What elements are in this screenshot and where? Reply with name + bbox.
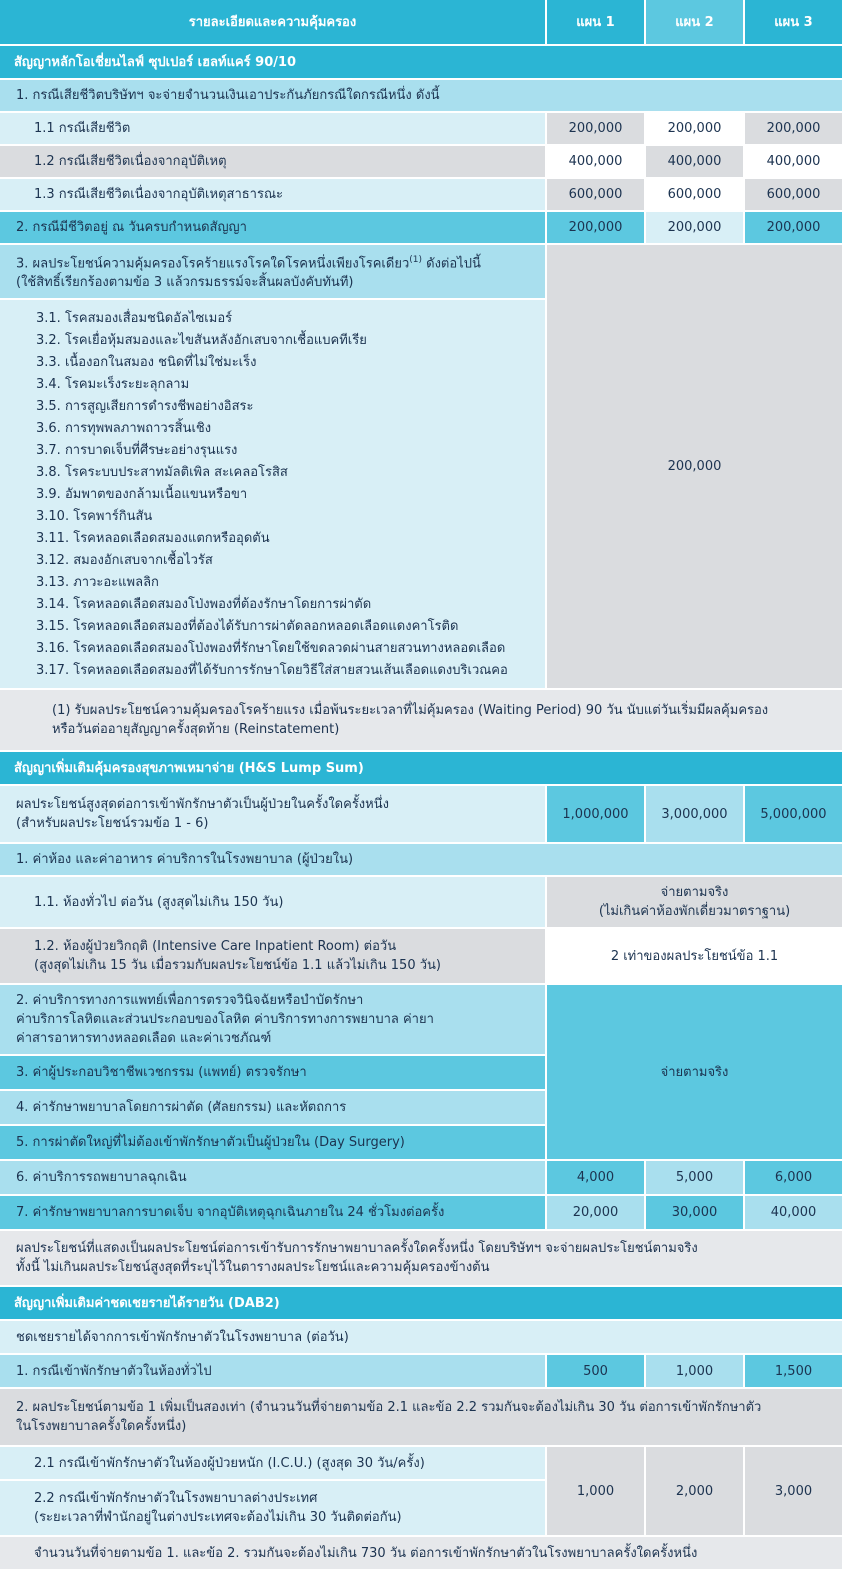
footnote-line: ทั้งนี้ ไม่เกินผลประโยชน์สูงสุดที่ระบุไว้ในตารางผลประโยชน์และความคุ้มครองข้างต้น	[16, 1260, 490, 1276]
value-text: (ไม่เกินค่าห้องพักเดี่ยวมาตราฐาน)	[598, 904, 791, 920]
list-item: 3.6. การทุพพลภาพถาวรสิ้นเชิง	[36, 421, 212, 437]
list-item: 3.10. โรคพาร์กินสัน	[36, 509, 153, 525]
row-label: 1.2 กรณีเสียชีวิตเนื่องจากอุบัติเหตุ	[0, 146, 545, 179]
value-plan-3: 1,500	[743, 1355, 842, 1389]
list-item: 3.14. โรคหลอดเลือดสมองโป่งพองที่ต้องรักษาโดยการผ่าตัด	[36, 597, 372, 613]
table-row	[0, 1196, 842, 1231]
row-label: 7. ค่ารักษาพยาบาลการบาดเจ็บ จากอุบัติเหตุฉุกเฉินภายใน 24 ชั่วโมงต่อครั้ง	[0, 1196, 545, 1231]
row-label	[0, 1481, 545, 1537]
label-text: 2. ผลประโยชน์ตามข้อ 1 เพิ่มเป็นสองเท่า (จำนวนวันที่จ่ายตามข้อ 2.1 และข้อ 2.2 รวมกันจะต้องไม่เกิน 30 วัน ต่อการเข้าพักรักษาตัว	[16, 1400, 762, 1416]
list-item: 3.13. ภาวะอะแพลลิก	[36, 575, 159, 591]
table-row	[0, 179, 842, 212]
value-plan-2: 3,000,000	[644, 786, 743, 844]
table-row	[0, 146, 842, 179]
row-label: 6. ค่าบริการรถพยาบาลฉุกเฉิน	[0, 1161, 545, 1196]
actual-cost-value: จ่ายตามจริง	[545, 985, 842, 1161]
value-plan-2: 200,000	[644, 212, 743, 245]
row-label: ชดเชยรายได้จากการเข้าพักรักษาตัวในโรงพยาบาล (ต่อวัน)	[0, 1321, 842, 1355]
table-row	[0, 1161, 842, 1196]
table-row	[0, 877, 842, 929]
label-text: (ใช้สิทธิ์เรียกร้องตามข้อ 3 แล้วกรมธรรม์จะสิ้นผลบังคับทันที)	[16, 275, 354, 291]
value-plan-2: 400,000	[644, 146, 743, 179]
table-row	[0, 929, 842, 985]
table-row	[0, 786, 842, 844]
label-text: 3. ผลประโยชน์ความคุ้มครองโรคร้ายแรงโรคใดโรคหนึ่งเพียงโรคเดียว	[16, 256, 410, 272]
value-plan-2: 5,000	[644, 1161, 743, 1196]
list-item: 3.7. การบาดเจ็บที่ศีรษะอย่างรุนแรง	[36, 443, 238, 459]
row-label: 1. กรณีเสียชีวิตบริษัทฯ จะจ่ายจำนวนเงินเอาประกันภัยกรณีใดกรณีหนึ่ง ดังนี้	[0, 80, 842, 113]
section-title-main-contract: สัญญาหลักโอเชี่ยนไลฟ์ ซุปเปอร์ เฮลท์แคร์ 90/10	[0, 46, 842, 80]
list-item: 3.8. โรคระบบประสาทมัลติเพิล สะเคลอโรสิส	[36, 465, 288, 481]
table-row	[0, 844, 842, 877]
value-plan-3: 200,000	[743, 212, 842, 245]
row-label: 1.1. ห้องทั่วไป ต่อวัน (สูงสุดไม่เกิน 150 วัน)	[0, 877, 545, 929]
list-item: 3.5. การสูญเสียการดำรงชีพอย่างอิสระ	[36, 399, 254, 415]
value-plan-1: 500	[545, 1355, 644, 1389]
value-plan-3: 400,000	[743, 146, 842, 179]
table-row	[0, 245, 842, 300]
list-item: 3.16. โรคหลอดเลือดสมองโป่งพองที่รักษาโดยใช้ขดลวดผ่านสายสวนทางหลอดเลือด	[36, 641, 506, 657]
value-plan-2: 2,000	[644, 1447, 743, 1537]
header-plan-3: แผน 3	[743, 0, 842, 46]
footnote	[0, 1231, 842, 1287]
row-label: 2.1 กรณีเข้าพักรักษาตัวในห้องผู้ป่วยหนัก (I.C.U.) (สูงสุด 30 วัน/ครั้ง)	[0, 1447, 545, 1481]
value-plan-3: 6,000	[743, 1161, 842, 1196]
value-plan-2: 30,000	[644, 1196, 743, 1231]
list-item: 3.2. โรคเยื่อหุ้มสมองและไขสันหลังอักเสบจากเชื้อแบคทีเรีย	[36, 333, 367, 349]
header-plan-2: แผน 2	[644, 0, 743, 46]
label-text: ในโรงพยาบาลครั้งใดครั้งหนึ่ง)	[16, 1419, 187, 1435]
value-plan-1: 600,000	[545, 179, 644, 212]
value-plan-1: 400,000	[545, 146, 644, 179]
label-text: (สำหรับผลประโยชน์รวมข้อ 1 - 6)	[16, 816, 209, 832]
header-details: รายละเอียดและความคุ้มครอง	[0, 0, 545, 46]
list-item: 3.4. โรคมะเร็งระยะลุกลาม	[36, 377, 190, 393]
list-item: 3.11. โรคหลอดเลือดสมองแตกหรืออุดตัน	[36, 531, 270, 547]
row-label: 1.1 กรณีเสียชีวิต	[0, 113, 545, 146]
row-label	[0, 985, 545, 1056]
footnote-mark: (1)	[409, 255, 422, 265]
list-item: 3.9. อัมพาตของกล้ามเนื้อแขนหรือขา	[36, 487, 248, 503]
row-label: 1.3 กรณีเสียชีวิตเนื่องจากอุบัติเหตุสาธารณะ	[0, 179, 545, 212]
table-row	[0, 80, 842, 113]
list-item: 3.15. โรคหลอดเลือดสมองที่ต้องได้รับการผ่าตัดลอกหลอดเลือดแดงคาโรติด	[36, 619, 459, 635]
footnote	[0, 690, 842, 752]
disease-list	[0, 300, 545, 690]
row-label: 3. ค่าผู้ประกอบวิชาชีพเวชกรรม (แพทย์) ตรวจรักษา	[0, 1056, 545, 1091]
value-plan-3: 600,000	[743, 179, 842, 212]
icu-value: 2 เท่าของผลประโยชน์ข้อ 1.1	[545, 929, 842, 985]
footnote-line: หรือวันต่ออายุสัญญาครั้งสุดท้าย (Reinstatement)	[52, 722, 340, 738]
value-plan-1: 200,000	[545, 212, 644, 245]
table-row	[0, 985, 842, 1056]
section-title-lump-sum: สัญญาเพิ่มเติมคุ้มครองสุขภาพเหมาจ่าย (H&S Lump Sum)	[0, 752, 842, 786]
table-row	[0, 113, 842, 146]
value-plan-2: 1,000	[644, 1355, 743, 1389]
value-plan-1: 1,000	[545, 1447, 644, 1537]
room-value	[545, 877, 842, 929]
value-plan-3: 200,000	[743, 113, 842, 146]
table-row	[0, 1231, 842, 1287]
label-text: (สูงสุดไม่เกิน 15 วัน เมื่อรวมกับผลประโยชน์ข้อ 1.1 แล้วไม่เกิน 150 วัน)	[34, 958, 441, 974]
header-plan-1: แผน 1	[545, 0, 644, 46]
label-text: 1.2. ห้องผู้ป่วยวิกฤติ (Intensive Care Inpatient Room) ต่อวัน	[34, 939, 397, 955]
list-item: 3.3. เนื้องอกในสมอง ชนิดที่ไม่ใช่มะเร็ง	[36, 355, 257, 371]
value-text: จ่ายตามจริง	[660, 885, 729, 901]
table-row	[0, 1321, 842, 1355]
table-row	[0, 1447, 842, 1481]
value-plan-3: 3,000	[743, 1447, 842, 1537]
list-item: 3.17. โรคหลอดเลือดสมองที่ได้รับการรักษาโดยวิธีใส่สายสวนเส้นเลือดแดงบริเวณคอ	[36, 663, 508, 679]
list-item: 3.12. สมองอักเสบจากเชื้อไวรัส	[36, 553, 213, 569]
row-label: 1. ค่าห้อง และค่าอาหาร ค่าบริการในโรงพยาบาล (ผู้ป่วยใน)	[0, 844, 842, 877]
value-plan-1: 200,000	[545, 113, 644, 146]
label-text: (ระยะเวลาที่พำนักอยู่ในต่างประเทศจะต้องไม่เกิน 30 วันติดต่อกัน)	[34, 1510, 402, 1526]
table-header	[0, 0, 842, 46]
footnote: จำนวนวันที่จ่ายตามข้อ 1. และข้อ 2. รวมกันจะต้องไม่เกิน 730 วัน ต่อการเข้าพักรักษาตัวในโรงพยาบาลครั้งใดครั้งหนึ่ง	[0, 1537, 842, 1571]
table-row	[0, 1537, 842, 1571]
table-row	[0, 212, 842, 245]
section-title-dab2: สัญญาเพิ่มเติมค่าชดเชยรายได้รายวัน (DAB2)	[0, 1287, 842, 1321]
list-item: 3.1. โรคสมองเสื่อมชนิดอัลไซเมอร์	[36, 311, 233, 327]
value-plan-2: 200,000	[644, 113, 743, 146]
row-label	[0, 786, 545, 844]
label-text: 2. ค่าบริการทางการแพทย์เพื่อการตรวจวินิจฉัยหรือบำบัดรักษา	[16, 993, 364, 1009]
row-label: 5. การผ่าตัดใหญ่ที่ไม่ต้องเข้าพักรักษาตัวเป็นผู้ป่วยใน (Day Surgery)	[0, 1126, 545, 1161]
row-label: 1. กรณีเข้าพักรักษาตัวในห้องทั่วไป	[0, 1355, 545, 1389]
row-label-critical-illness	[0, 245, 545, 300]
value-plan-3: 40,000	[743, 1196, 842, 1231]
value-plan-3: 5,000,000	[743, 786, 842, 844]
value-plan-1: 4,000	[545, 1161, 644, 1196]
value-plan-1: 1,000,000	[545, 786, 644, 844]
value-plan-1: 20,000	[545, 1196, 644, 1231]
table-row	[0, 690, 842, 752]
label-text: 2.2 กรณีเข้าพักรักษาตัวในโรงพยาบาลต่างประเทศ	[34, 1491, 318, 1507]
row-label: 2. กรณีมีชีวิตอยู่ ณ วันครบกำหนดสัญญา	[0, 212, 545, 245]
row-label	[0, 929, 545, 985]
table-row	[0, 1355, 842, 1389]
row-label	[0, 1389, 842, 1447]
value-plan-2: 600,000	[644, 179, 743, 212]
table-row	[0, 1389, 842, 1447]
row-label: 4. ค่ารักษาพยาบาลโดยการผ่าตัด (ศัลยกรรม) และหัตถการ	[0, 1091, 545, 1126]
footnote-line: (1) รับผลประโยชน์ความคุ้มครองโรคร้ายแรง เมื่อพ้นระยะเวลาที่ไม่คุ้มครอง (Waiting Period) 90 วัน นับแต่วันเริ่มมีผลคุ้มครอง	[52, 703, 769, 719]
label-text: ค่าสารอาหารทางหลอดเลือด และค่าเวชภัณฑ์	[16, 1031, 272, 1047]
footnote-line: ผลประโยชน์ที่แสดงเป็นผลประโยชน์ต่อการเข้ารับการรักษาพยาบาลครั้งใดครั้งหนึ่ง โดยบริษัทฯ จะจ่ายผลประโยชน์ตามจริง	[16, 1241, 698, 1257]
label-text: ดังต่อไปนี้	[422, 256, 481, 272]
label-text: ผลประโยชน์สูงสุดต่อการเข้าพักรักษาตัวเป็นผู้ป่วยในครั้งใดครั้งหนึ่ง	[16, 797, 389, 813]
label-text: ค่าบริการโลหิตและส่วนประกอบของโลหิต ค่าบริการทางการพยาบาล ค่ายา	[16, 1012, 434, 1028]
critical-illness-value: 200,000	[545, 245, 842, 690]
